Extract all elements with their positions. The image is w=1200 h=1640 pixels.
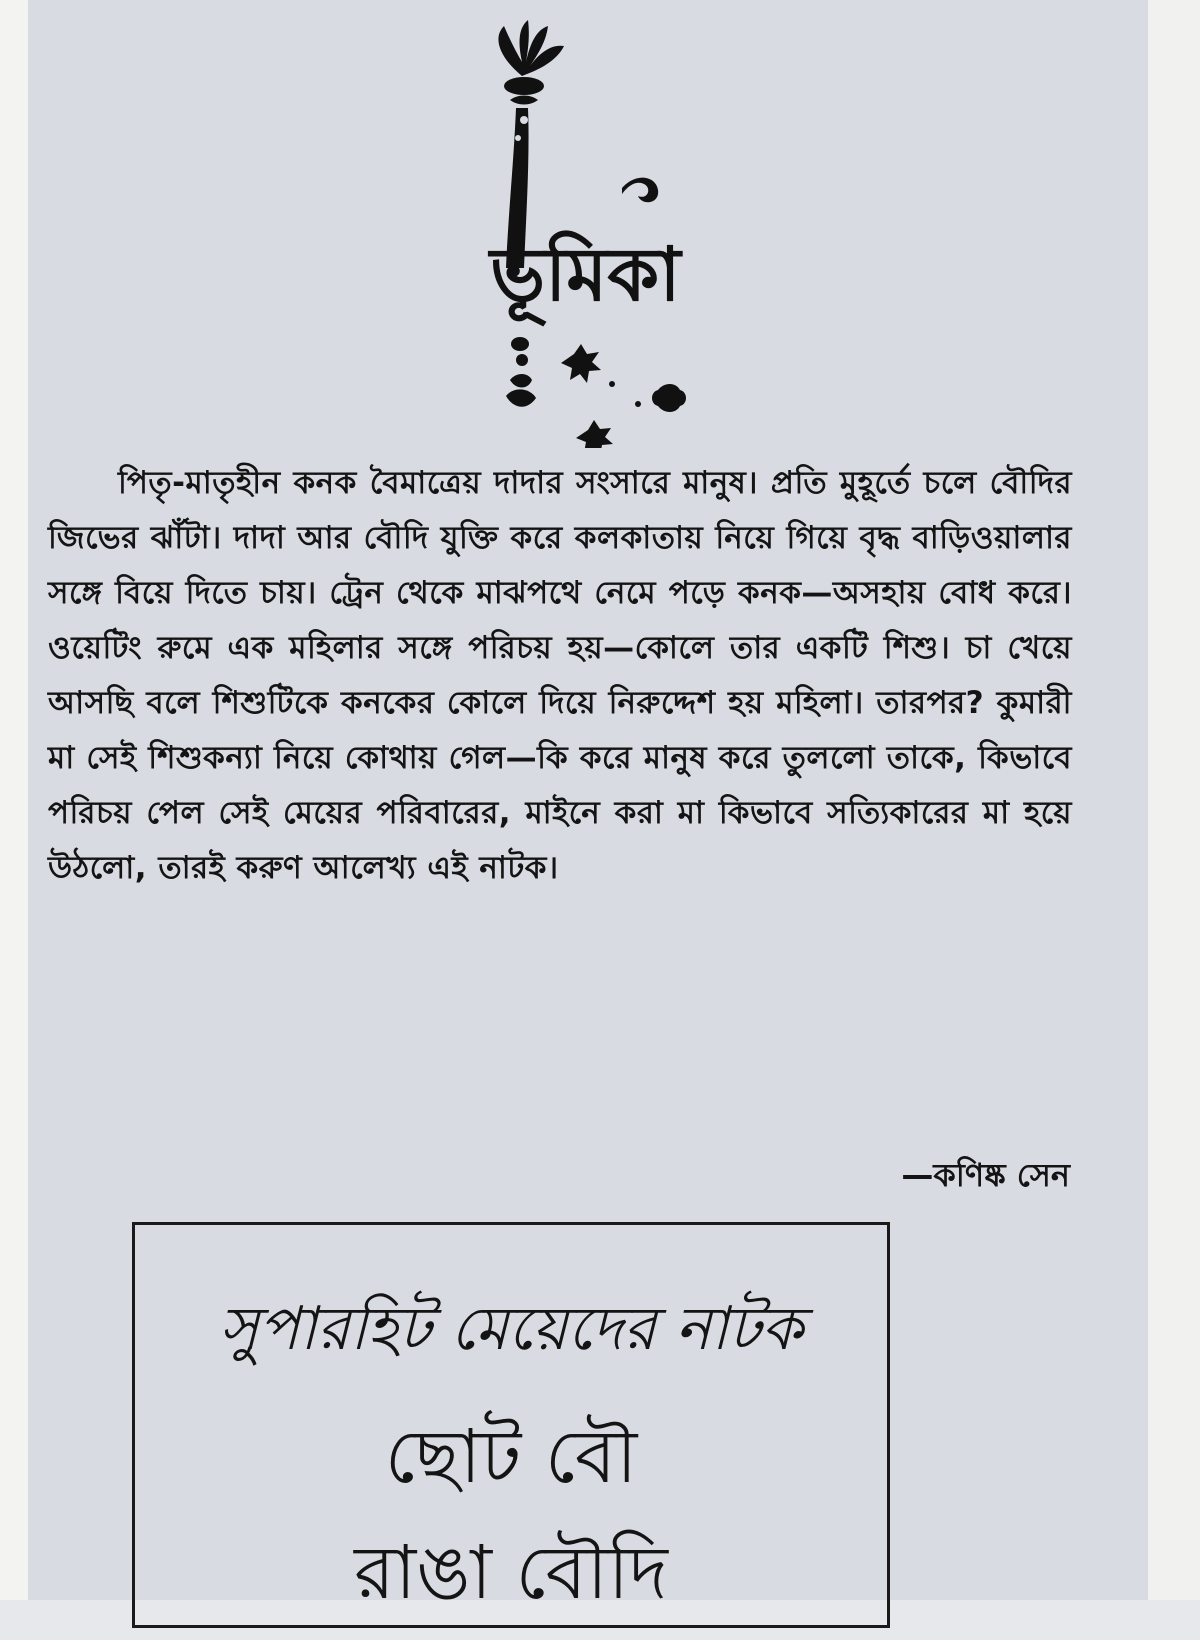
heading-ornament: [470, 18, 770, 448]
heading-title: ভূমিকা: [490, 232, 681, 318]
advert-play-title-1: ছোট বৌ: [384, 1414, 638, 1500]
advertisement-box: [132, 1222, 890, 1628]
intro-paragraph: পিতৃ-মাতৃহীন কনক বৈমাত্রেয় দাদার সংসারে মানুষ। প্রতি মুহূর্তে চলে বৌদির জিভের ঝাঁটা। দাদা আর বৌদি যুক্তি করে কলকাতায় নিয়ে গিয়ে বৃদ্ধ বাড়িওয়ালার সঙ্গে বিয়ে দিতে চায়। ট্রেন থেকে মাঝপথে নেমে পড়ে কনক—অসহায় বোধ করে। ওয়েটিং রুমে এক মহিলার সঙ্গে পরিচয় হয়—কোলে তার একটি শিশু। চা খেয়ে আসছি বলে শিশুটিকে কনকের কোলে দিয়ে নিরুদ্দেশ হয় মহিলা। তারপর? কুমারী মা সেই শিশুকন্যা নিয়ে কোথায় গেল—কি করে মানুষ করে তুললো তাকে, কিভাবে পরিচয় পেল সেই মেয়ের পরিবারের, মাইনে করা মা কিভাবে সত্যিকারের মা হয়ে উঠলো, তারই করুণ আলেখ্য এই নাটক।: [48, 465, 1072, 886]
advert-tagline: সুপারহিট মেয়েদের নাটক: [219, 1294, 803, 1364]
page-margin-left: [0, 0, 28, 1600]
page-margin-right: [1148, 0, 1200, 1600]
author-signature: —কণিষ্ক সেন: [901, 1156, 1070, 1194]
advert-play-title-2: রাঙা বৌদি: [354, 1530, 668, 1616]
